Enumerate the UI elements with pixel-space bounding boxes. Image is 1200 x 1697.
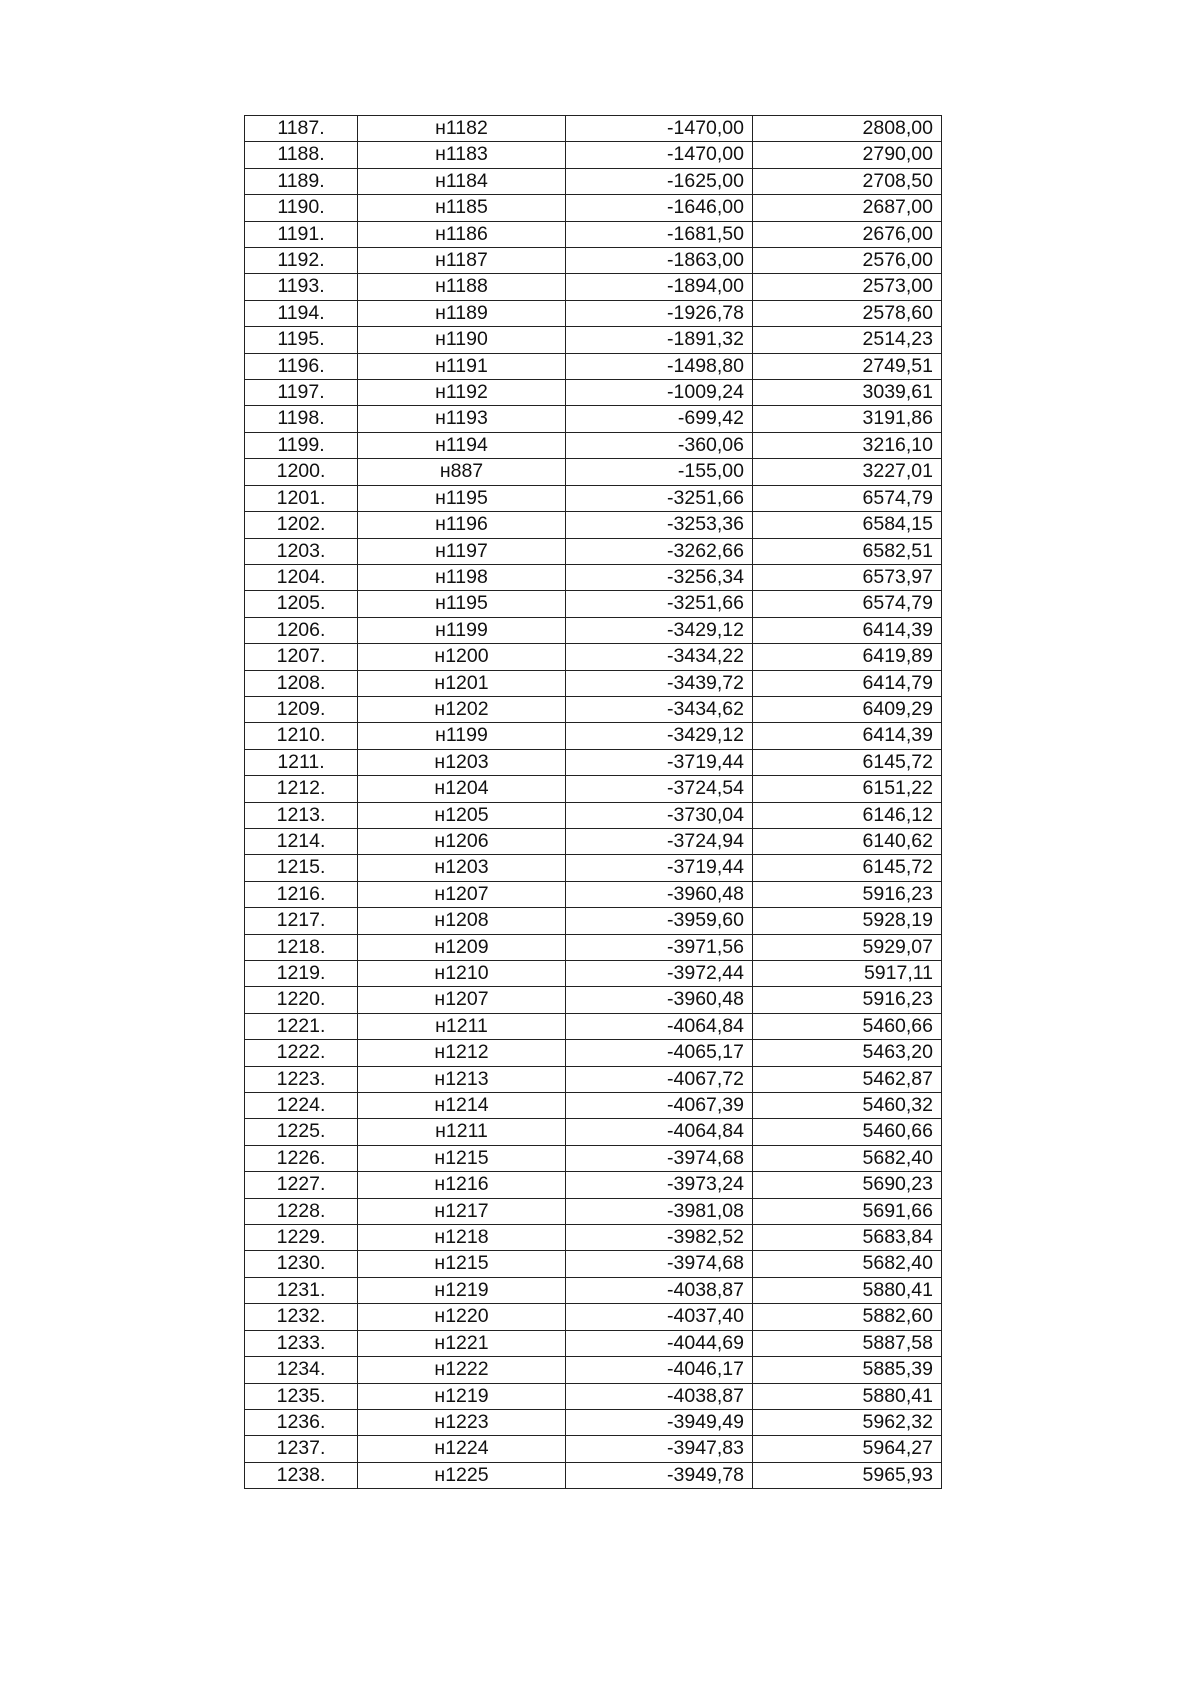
x-coordinate-cell: -3949,49: [566, 1409, 753, 1435]
row-number-cell: 1203.: [245, 538, 358, 564]
table-row: [245, 274, 942, 300]
x-coordinate-cell: -1470,00: [566, 116, 753, 142]
row-number-cell: 1223.: [245, 1066, 358, 1092]
x-coordinate-cell: -1498,80: [566, 353, 753, 379]
row-number-cell: 1227.: [245, 1172, 358, 1198]
x-coordinate-cell: -3253,36: [566, 512, 753, 538]
y-coordinate-cell: 5887,58: [753, 1330, 942, 1356]
row-number-cell: 1220.: [245, 987, 358, 1013]
table-row: [245, 1436, 942, 1462]
table-row: [245, 168, 942, 194]
row-number-cell: 1230.: [245, 1251, 358, 1277]
x-coordinate-cell: -3429,12: [566, 617, 753, 643]
table-row: [245, 353, 942, 379]
row-number-cell: 1205.: [245, 591, 358, 617]
point-name-cell: н1202: [358, 696, 566, 722]
row-number-cell: 1233.: [245, 1330, 358, 1356]
point-name-cell: н1183: [358, 142, 566, 168]
y-coordinate-cell: 2576,00: [753, 248, 942, 274]
row-number-cell: 1189.: [245, 168, 358, 194]
x-coordinate-cell: -3973,24: [566, 1172, 753, 1198]
table-row: [245, 1225, 942, 1251]
table-row: [245, 1040, 942, 1066]
table-row: [245, 881, 942, 907]
table-row: [245, 855, 942, 881]
y-coordinate-cell: 5690,23: [753, 1172, 942, 1198]
point-name-cell: н1187: [358, 248, 566, 274]
row-number-cell: 1219.: [245, 961, 358, 987]
row-number-cell: 1207.: [245, 644, 358, 670]
y-coordinate-cell: 6419,89: [753, 644, 942, 670]
row-number-cell: 1234.: [245, 1357, 358, 1383]
point-name-cell: н1193: [358, 406, 566, 432]
table-row: [245, 221, 942, 247]
y-coordinate-cell: 6414,79: [753, 670, 942, 696]
x-coordinate-cell: -3434,22: [566, 644, 753, 670]
x-coordinate-cell: -3719,44: [566, 855, 753, 881]
row-number-cell: 1238.: [245, 1462, 358, 1488]
point-name-cell: н1195: [358, 591, 566, 617]
y-coordinate-cell: 5682,40: [753, 1145, 942, 1171]
table-row: [245, 1172, 942, 1198]
row-number-cell: 1221.: [245, 1013, 358, 1039]
point-name-cell: н1212: [358, 1040, 566, 1066]
y-coordinate-cell: 5463,20: [753, 1040, 942, 1066]
point-name-cell: н1221: [358, 1330, 566, 1356]
y-coordinate-cell: 6409,29: [753, 696, 942, 722]
point-name-cell: н1203: [358, 749, 566, 775]
x-coordinate-cell: -3971,56: [566, 934, 753, 960]
x-coordinate-cell: -699,42: [566, 406, 753, 432]
row-number-cell: 1224.: [245, 1093, 358, 1119]
point-name-cell: н887: [358, 459, 566, 485]
y-coordinate-cell: 5460,66: [753, 1013, 942, 1039]
table-row: [245, 406, 942, 432]
x-coordinate-cell: -3960,48: [566, 881, 753, 907]
point-name-cell: н1219: [358, 1383, 566, 1409]
table-row: [245, 987, 942, 1013]
y-coordinate-cell: 6414,39: [753, 723, 942, 749]
y-coordinate-cell: 6574,79: [753, 485, 942, 511]
y-coordinate-cell: 5929,07: [753, 934, 942, 960]
point-name-cell: н1197: [358, 538, 566, 564]
row-number-cell: 1187.: [245, 116, 358, 142]
table-row: [245, 723, 942, 749]
y-coordinate-cell: 5965,93: [753, 1462, 942, 1488]
x-coordinate-cell: -3262,66: [566, 538, 753, 564]
x-coordinate-cell: -3251,66: [566, 591, 753, 617]
x-coordinate-cell: -3724,94: [566, 828, 753, 854]
y-coordinate-cell: 5882,60: [753, 1304, 942, 1330]
table-row: [245, 1198, 942, 1224]
table-row: [245, 1383, 942, 1409]
table-row: [245, 248, 942, 274]
y-coordinate-cell: 3216,10: [753, 432, 942, 458]
row-number-cell: 1222.: [245, 1040, 358, 1066]
table-row: [245, 1330, 942, 1356]
point-name-cell: н1211: [358, 1119, 566, 1145]
x-coordinate-cell: -3959,60: [566, 908, 753, 934]
x-coordinate-cell: -4046,17: [566, 1357, 753, 1383]
point-name-cell: н1200: [358, 644, 566, 670]
table-row: [245, 1357, 942, 1383]
y-coordinate-cell: 5916,23: [753, 881, 942, 907]
point-name-cell: н1194: [358, 432, 566, 458]
y-coordinate-cell: 5683,84: [753, 1225, 942, 1251]
x-coordinate-cell: -3429,12: [566, 723, 753, 749]
x-coordinate-cell: -1009,24: [566, 380, 753, 406]
point-name-cell: н1207: [358, 881, 566, 907]
y-coordinate-cell: 6146,12: [753, 802, 942, 828]
x-coordinate-cell: -360,06: [566, 432, 753, 458]
point-name-cell: н1184: [358, 168, 566, 194]
table-row: [245, 591, 942, 617]
point-name-cell: н1195: [358, 485, 566, 511]
y-coordinate-cell: 5460,32: [753, 1093, 942, 1119]
row-number-cell: 1210.: [245, 723, 358, 749]
point-name-cell: н1215: [358, 1145, 566, 1171]
y-coordinate-cell: 6145,72: [753, 749, 942, 775]
y-coordinate-cell: 6584,15: [753, 512, 942, 538]
table-row: [245, 908, 942, 934]
point-name-cell: н1189: [358, 300, 566, 326]
y-coordinate-cell: 5880,41: [753, 1383, 942, 1409]
point-name-cell: н1199: [358, 617, 566, 643]
table-row: [245, 644, 942, 670]
row-number-cell: 1235.: [245, 1383, 358, 1409]
y-coordinate-cell: 3227,01: [753, 459, 942, 485]
point-name-cell: н1224: [358, 1436, 566, 1462]
table-row: [245, 1277, 942, 1303]
table-row: [245, 1145, 942, 1171]
point-name-cell: н1186: [358, 221, 566, 247]
x-coordinate-cell: -3972,44: [566, 961, 753, 987]
point-name-cell: н1218: [358, 1225, 566, 1251]
row-number-cell: 1195.: [245, 327, 358, 353]
table-row: [245, 749, 942, 775]
table-row: [245, 1013, 942, 1039]
row-number-cell: 1212.: [245, 776, 358, 802]
y-coordinate-cell: 2687,00: [753, 195, 942, 221]
table-row: [245, 802, 942, 828]
x-coordinate-cell: -1646,00: [566, 195, 753, 221]
x-coordinate-cell: -4038,87: [566, 1277, 753, 1303]
point-name-cell: н1190: [358, 327, 566, 353]
y-coordinate-cell: 5916,23: [753, 987, 942, 1013]
y-coordinate-cell: 3191,86: [753, 406, 942, 432]
point-name-cell: н1206: [358, 828, 566, 854]
x-coordinate-cell: -1470,00: [566, 142, 753, 168]
row-number-cell: 1215.: [245, 855, 358, 881]
table-row: [245, 116, 942, 142]
y-coordinate-cell: 6573,97: [753, 564, 942, 590]
y-coordinate-cell: 5964,27: [753, 1436, 942, 1462]
x-coordinate-cell: -3439,72: [566, 670, 753, 696]
y-coordinate-cell: 6582,51: [753, 538, 942, 564]
table-row: [245, 142, 942, 168]
table-row: [245, 432, 942, 458]
x-coordinate-cell: -4037,40: [566, 1304, 753, 1330]
y-coordinate-cell: 2573,00: [753, 274, 942, 300]
row-number-cell: 1237.: [245, 1436, 358, 1462]
y-coordinate-cell: 6145,72: [753, 855, 942, 881]
row-number-cell: 1200.: [245, 459, 358, 485]
x-coordinate-cell: -3730,04: [566, 802, 753, 828]
point-name-cell: н1210: [358, 961, 566, 987]
table-row: [245, 696, 942, 722]
point-name-cell: н1199: [358, 723, 566, 749]
point-name-cell: н1225: [358, 1462, 566, 1488]
point-name-cell: н1217: [358, 1198, 566, 1224]
x-coordinate-cell: -3974,68: [566, 1251, 753, 1277]
x-coordinate-cell: -1894,00: [566, 274, 753, 300]
row-number-cell: 1192.: [245, 248, 358, 274]
row-number-cell: 1190.: [245, 195, 358, 221]
point-name-cell: н1191: [358, 353, 566, 379]
y-coordinate-cell: 3039,61: [753, 380, 942, 406]
table-row: [245, 1462, 942, 1488]
point-name-cell: н1203: [358, 855, 566, 881]
row-number-cell: 1211.: [245, 749, 358, 775]
x-coordinate-cell: -3256,34: [566, 564, 753, 590]
point-name-cell: н1209: [358, 934, 566, 960]
x-coordinate-cell: -1681,50: [566, 221, 753, 247]
row-number-cell: 1218.: [245, 934, 358, 960]
row-number-cell: 1188.: [245, 142, 358, 168]
point-name-cell: н1196: [358, 512, 566, 538]
row-number-cell: 1196.: [245, 353, 358, 379]
coordinates-table-body: [245, 116, 942, 1489]
row-number-cell: 1225.: [245, 1119, 358, 1145]
x-coordinate-cell: -3947,83: [566, 1436, 753, 1462]
row-number-cell: 1229.: [245, 1225, 358, 1251]
point-name-cell: н1204: [358, 776, 566, 802]
x-coordinate-cell: -4067,72: [566, 1066, 753, 1092]
row-number-cell: 1232.: [245, 1304, 358, 1330]
point-name-cell: н1213: [358, 1066, 566, 1092]
y-coordinate-cell: 5691,66: [753, 1198, 942, 1224]
table-row: [245, 1251, 942, 1277]
x-coordinate-cell: -4067,39: [566, 1093, 753, 1119]
table-row: [245, 459, 942, 485]
table-row: [245, 617, 942, 643]
row-number-cell: 1214.: [245, 828, 358, 854]
table-row: [245, 327, 942, 353]
x-coordinate-cell: -1926,78: [566, 300, 753, 326]
y-coordinate-cell: 5885,39: [753, 1357, 942, 1383]
table-row: [245, 1119, 942, 1145]
x-coordinate-cell: -3724,54: [566, 776, 753, 802]
table-row: [245, 1066, 942, 1092]
y-coordinate-cell: 5917,11: [753, 961, 942, 987]
x-coordinate-cell: -1891,32: [566, 327, 753, 353]
y-coordinate-cell: 2790,00: [753, 142, 942, 168]
x-coordinate-cell: -3960,48: [566, 987, 753, 1013]
x-coordinate-cell: -1863,00: [566, 248, 753, 274]
y-coordinate-cell: 6414,39: [753, 617, 942, 643]
x-coordinate-cell: -3982,52: [566, 1225, 753, 1251]
y-coordinate-cell: 2808,00: [753, 116, 942, 142]
row-number-cell: 1208.: [245, 670, 358, 696]
table-row: [245, 828, 942, 854]
table-row: [245, 1304, 942, 1330]
table-row: [245, 564, 942, 590]
table-row: [245, 1409, 942, 1435]
point-name-cell: н1208: [358, 908, 566, 934]
row-number-cell: 1199.: [245, 432, 358, 458]
y-coordinate-cell: 6151,22: [753, 776, 942, 802]
y-coordinate-cell: 5460,66: [753, 1119, 942, 1145]
y-coordinate-cell: 6574,79: [753, 591, 942, 617]
y-coordinate-cell: 5682,40: [753, 1251, 942, 1277]
point-name-cell: н1188: [358, 274, 566, 300]
row-number-cell: 1226.: [245, 1145, 358, 1171]
point-name-cell: н1220: [358, 1304, 566, 1330]
row-number-cell: 1206.: [245, 617, 358, 643]
point-name-cell: н1215: [358, 1251, 566, 1277]
y-coordinate-cell: 2749,51: [753, 353, 942, 379]
x-coordinate-cell: -4065,17: [566, 1040, 753, 1066]
x-coordinate-cell: -3251,66: [566, 485, 753, 511]
table-row: [245, 961, 942, 987]
table-row: [245, 512, 942, 538]
point-name-cell: н1223: [358, 1409, 566, 1435]
table-row: [245, 195, 942, 221]
table-row: [245, 934, 942, 960]
point-name-cell: н1216: [358, 1172, 566, 1198]
table-row: [245, 380, 942, 406]
y-coordinate-cell: 5928,19: [753, 908, 942, 934]
row-number-cell: 1209.: [245, 696, 358, 722]
row-number-cell: 1217.: [245, 908, 358, 934]
x-coordinate-cell: -1625,00: [566, 168, 753, 194]
row-number-cell: 1194.: [245, 300, 358, 326]
point-name-cell: н1219: [358, 1277, 566, 1303]
row-number-cell: 1202.: [245, 512, 358, 538]
x-coordinate-cell: -3974,68: [566, 1145, 753, 1171]
point-name-cell: н1198: [358, 564, 566, 590]
y-coordinate-cell: 2514,23: [753, 327, 942, 353]
y-coordinate-cell: 2708,50: [753, 168, 942, 194]
y-coordinate-cell: 6140,62: [753, 828, 942, 854]
table-row: [245, 1093, 942, 1119]
y-coordinate-cell: 5462,87: [753, 1066, 942, 1092]
row-number-cell: 1204.: [245, 564, 358, 590]
row-number-cell: 1216.: [245, 881, 358, 907]
table-row: [245, 670, 942, 696]
y-coordinate-cell: 2676,00: [753, 221, 942, 247]
point-name-cell: н1211: [358, 1013, 566, 1039]
x-coordinate-cell: -3981,08: [566, 1198, 753, 1224]
point-name-cell: н1207: [358, 987, 566, 1013]
row-number-cell: 1231.: [245, 1277, 358, 1303]
x-coordinate-cell: -4064,84: [566, 1119, 753, 1145]
x-coordinate-cell: -4038,87: [566, 1383, 753, 1409]
point-name-cell: н1192: [358, 380, 566, 406]
row-number-cell: 1236.: [245, 1409, 358, 1435]
y-coordinate-cell: 5880,41: [753, 1277, 942, 1303]
row-number-cell: 1197.: [245, 380, 358, 406]
point-name-cell: н1205: [358, 802, 566, 828]
x-coordinate-cell: -4064,84: [566, 1013, 753, 1039]
y-coordinate-cell: 5962,32: [753, 1409, 942, 1435]
row-number-cell: 1201.: [245, 485, 358, 511]
table-row: [245, 300, 942, 326]
point-name-cell: н1214: [358, 1093, 566, 1119]
row-number-cell: 1228.: [245, 1198, 358, 1224]
row-number-cell: 1198.: [245, 406, 358, 432]
table-row: [245, 538, 942, 564]
table-row: [245, 485, 942, 511]
coordinates-table: [244, 115, 942, 1489]
point-name-cell: н1182: [358, 116, 566, 142]
x-coordinate-cell: -3949,78: [566, 1462, 753, 1488]
point-name-cell: н1222: [358, 1357, 566, 1383]
table-row: [245, 776, 942, 802]
row-number-cell: 1213.: [245, 802, 358, 828]
row-number-cell: 1193.: [245, 274, 358, 300]
row-number-cell: 1191.: [245, 221, 358, 247]
x-coordinate-cell: -3434,62: [566, 696, 753, 722]
point-name-cell: н1185: [358, 195, 566, 221]
point-name-cell: н1201: [358, 670, 566, 696]
x-coordinate-cell: -155,00: [566, 459, 753, 485]
y-coordinate-cell: 2578,60: [753, 300, 942, 326]
x-coordinate-cell: -4044,69: [566, 1330, 753, 1356]
x-coordinate-cell: -3719,44: [566, 749, 753, 775]
